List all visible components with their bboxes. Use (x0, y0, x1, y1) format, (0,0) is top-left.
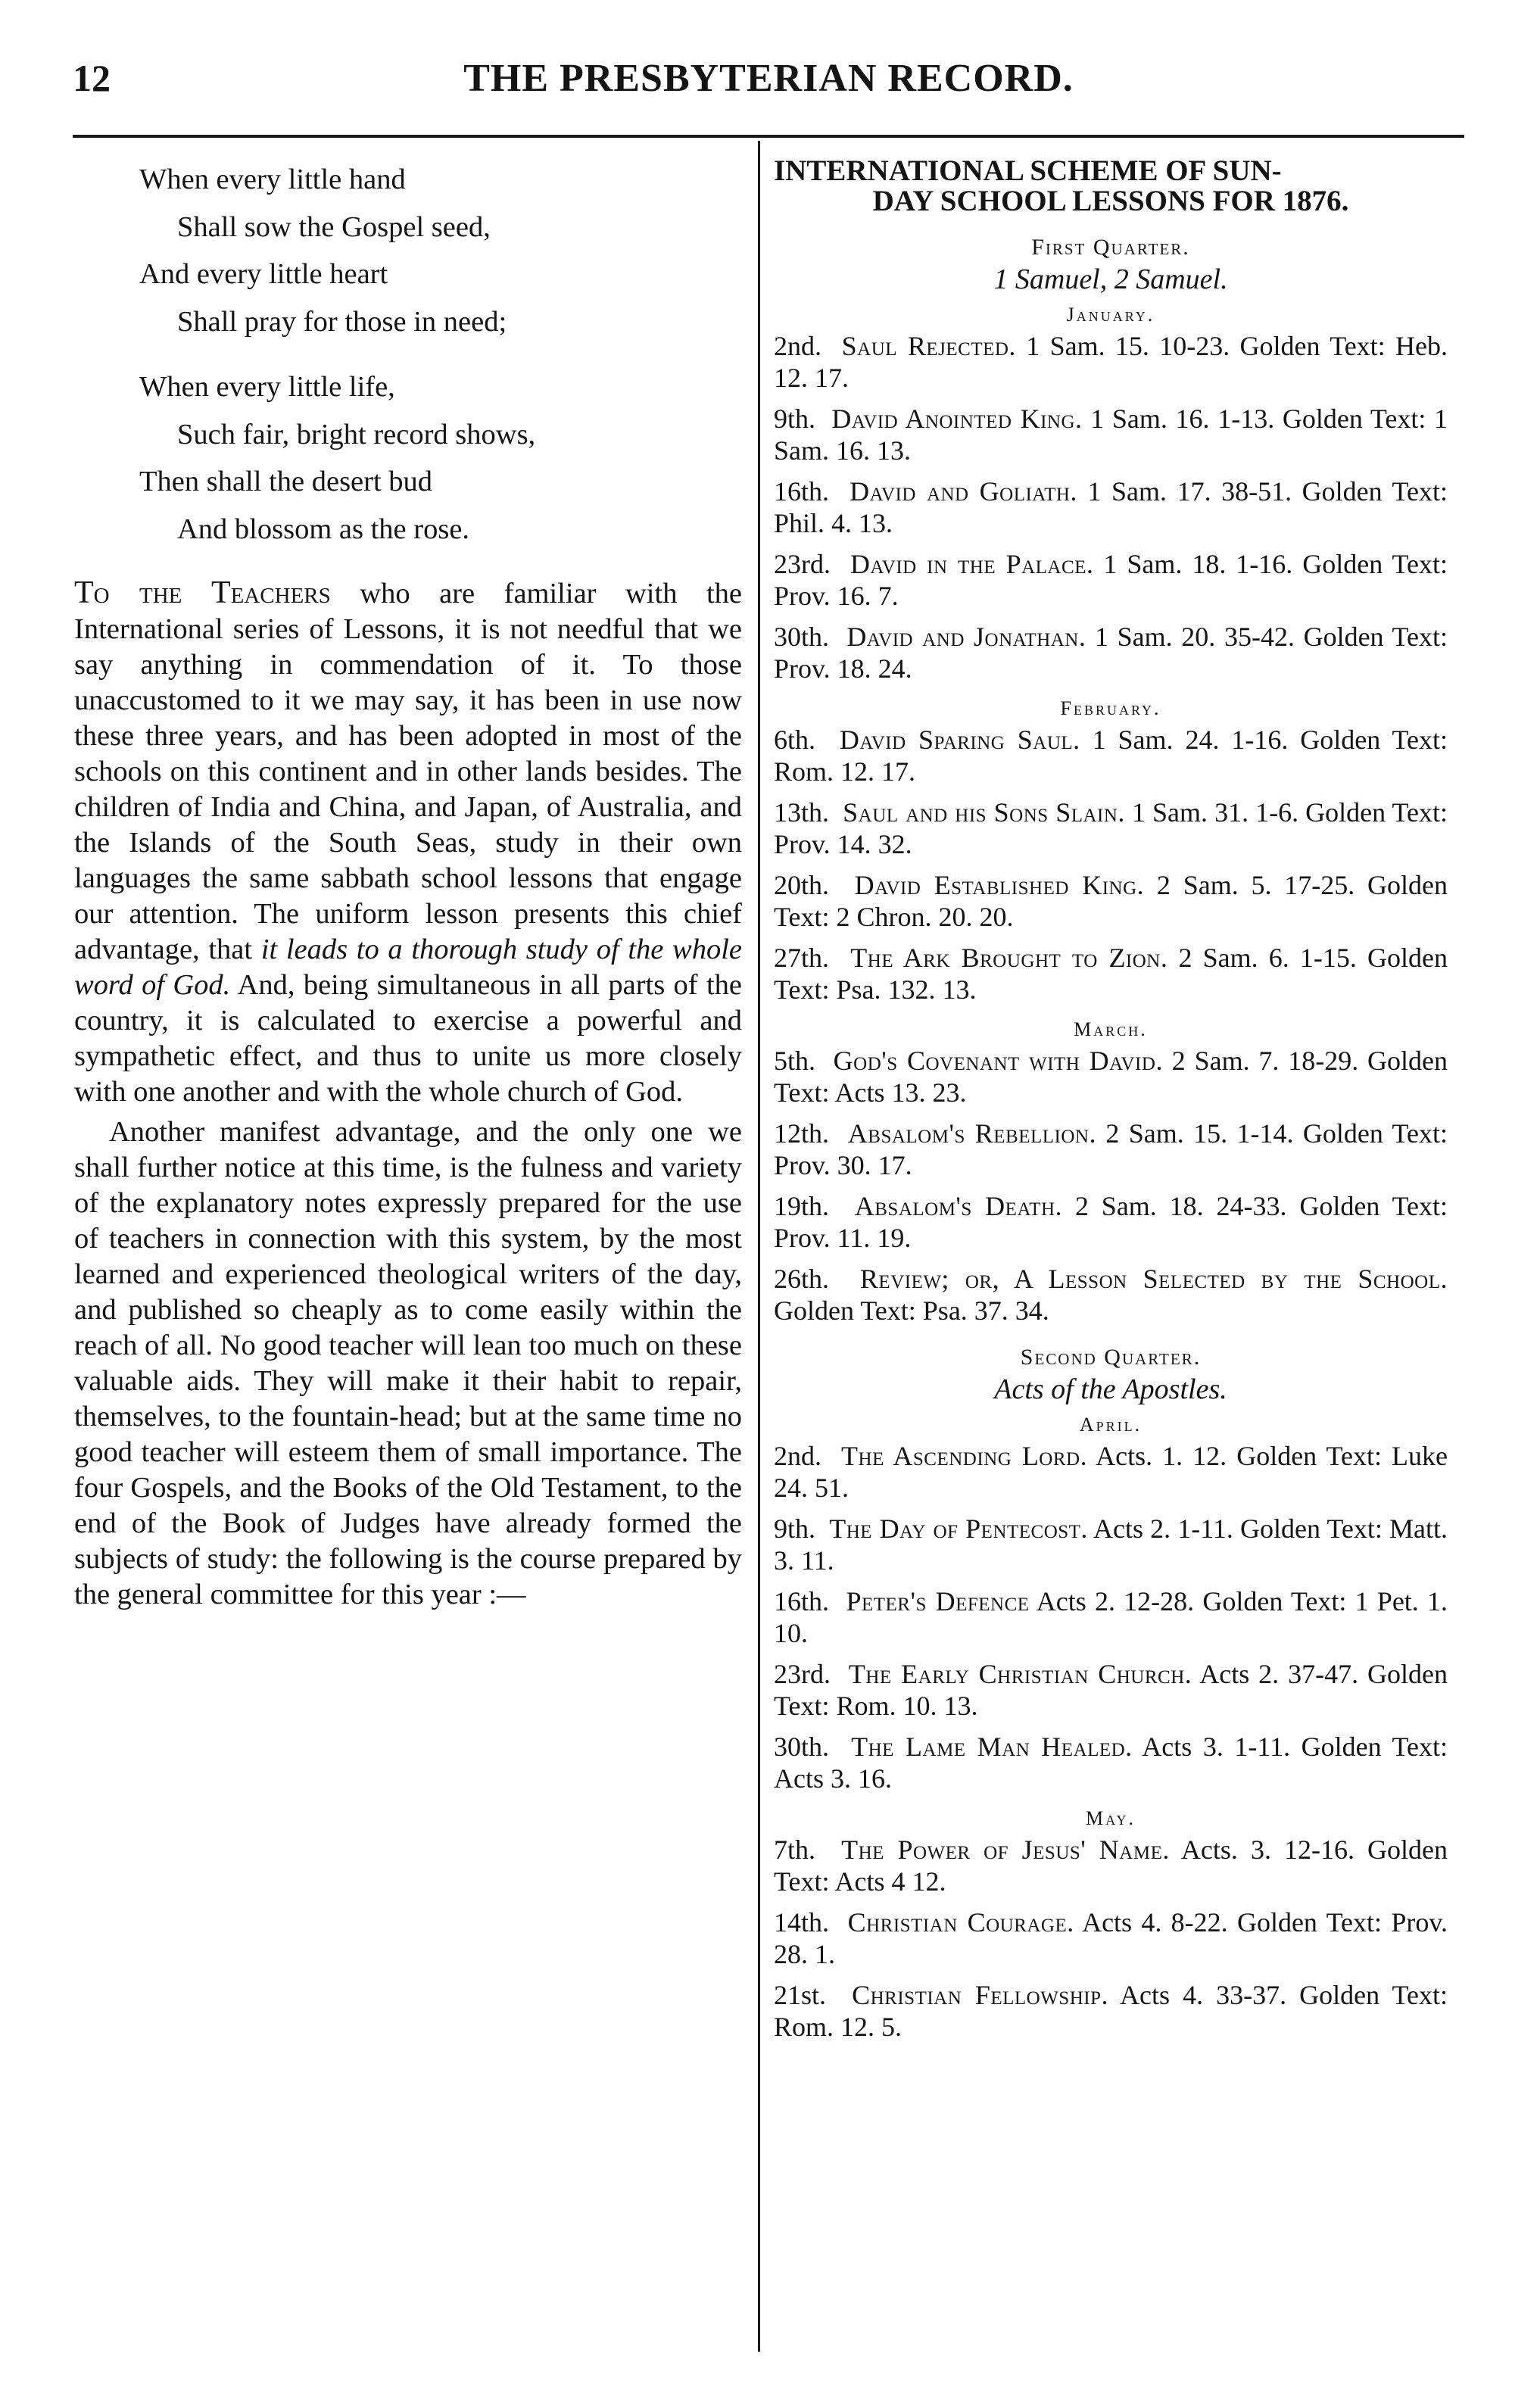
article-text: who are familiar with the International series of Lessons, it is not needful that we say anything in commendation of it. To those unaccustomed to it we may say, it has been in use now these three years, and has been adopted in most of the schools on this continent and in other lands besides. The children of India and China, and Japan, of Australia, and the Islands of the South Seas, study in their own languages the same sabbath school lessons that engage our attention. The uniform lesson presents this chief advantage, that (74, 578, 742, 965)
lesson-title: Saul and his Sons Slain. (843, 797, 1125, 828)
lesson-reference: Acts 4. 8-22. Golden Text: Prov. 28. 1. (774, 1907, 1448, 1969)
lesson-reference: 1 Sam. 24. 1-16. Golden Text: Rom. 12. 17. (774, 725, 1448, 787)
lesson-date: 19th. (774, 1191, 830, 1221)
lesson-title: David Anointed King. (831, 404, 1083, 434)
month-heading: April. (1079, 1414, 1143, 1436)
column-divider (758, 141, 760, 2352)
lesson-title: Review; or, A Lesson Selected by the School. (859, 1264, 1448, 1294)
lesson-title: David Established King. (854, 870, 1145, 900)
lesson-title: The Day of Pentecost. (829, 1513, 1088, 1544)
lesson-entry (774, 1440, 1448, 1504)
scheme-title (774, 156, 1448, 217)
month-heading: May. (1086, 1807, 1136, 1829)
scheme-title-line: DAY SCHOOL LESSONS FOR 1876. (872, 185, 1349, 217)
lesson-reference: Acts. 3. 12-16. Golden Text: Acts 4 12. (774, 1835, 1448, 1897)
poem-line: When every little life, (139, 371, 395, 403)
lesson-date: 26th. (774, 1264, 830, 1294)
lesson-title: Christian Courage. (847, 1907, 1074, 1937)
lesson-date: 16th. (774, 476, 830, 507)
lesson-entry (774, 330, 1448, 394)
lesson-date: 14th. (774, 1907, 830, 1937)
lesson-entry (774, 1658, 1448, 1722)
lesson-reference: 2 Sam. 15. 1-14. Golden Text: Prov. 30. 17. (774, 1118, 1448, 1180)
lesson-entry (774, 1979, 1448, 2043)
lesson-entry (774, 1513, 1448, 1576)
lesson-entry (774, 1906, 1448, 1970)
right-column (774, 156, 1448, 2052)
lesson-date: 12th. (774, 1118, 830, 1149)
lesson-reference: 1 Sam. 17. 38-51. Golden Text: Phil. 4. 13. (774, 476, 1448, 538)
quarter-heading: Second Quarter. (1020, 1345, 1202, 1370)
lesson-date: 30th. (774, 1732, 830, 1762)
stanza-gap (139, 345, 742, 363)
quarter-books: 1 Samuel, 2 Samuel. (993, 263, 1228, 295)
lesson-date: 16th. (774, 1586, 830, 1616)
lesson-reference: 1 Sam. 16. 1-13. Golden Text: 1 Sam. 16. 13. (774, 404, 1448, 466)
lesson-reference: Acts. 1. 12. Golden Text: Luke 24. 51. (774, 1441, 1448, 1503)
lesson-entry (774, 1731, 1448, 1794)
poem-line: And every little heart (139, 258, 388, 290)
lesson-reference: 2 Sam. 18. 24-33. Golden Text: Prov. 11. 19. (774, 1191, 1448, 1253)
scheme-title-line: INTERNATIONAL SCHEME OF SUN- (774, 154, 1282, 187)
lesson-schedule (774, 233, 1448, 2043)
page-header (73, 56, 1464, 117)
lesson-date: 23rd. (774, 1659, 831, 1689)
lesson-entry (774, 724, 1448, 787)
lesson-title: David and Goliath. (849, 476, 1077, 507)
lesson-date: 13th. (774, 797, 830, 828)
lesson-title: The Early Christian Church. (848, 1659, 1192, 1689)
poem-line: Shall pray for those in need; (177, 305, 507, 338)
quarter-heading: First Quarter. (1031, 235, 1190, 260)
lesson-title: Absalom's Rebellion. (847, 1118, 1096, 1149)
lesson-title: The Ascending Lord. (841, 1441, 1088, 1471)
journal-title: THE PRESBYTERIAN RECORD. (463, 57, 1074, 100)
lesson-date: 2nd. (774, 331, 821, 361)
lesson-reference: Acts 2. 12-28. Golden Text: 1 Pet. 1. 10. (774, 1586, 1448, 1648)
poem (139, 156, 742, 553)
lesson-date: 27th. (774, 943, 830, 973)
quarter-books: Acts of the Apostles. (994, 1373, 1227, 1405)
lesson-entry (774, 621, 1448, 684)
lesson-date: 23rd. (774, 549, 831, 579)
lesson-date: 7th. (774, 1835, 816, 1865)
poem-line: When every little hand (139, 164, 406, 195)
lesson-title: Absalom's Death. (854, 1191, 1063, 1221)
month-heading: February. (1060, 697, 1161, 719)
lesson-entry (774, 1585, 1448, 1649)
lesson-date: 30th. (774, 622, 830, 652)
lesson-entry (774, 1834, 1448, 1897)
lesson-title: David Sparing Saul. (839, 725, 1080, 755)
lesson-title: God's Covenant with David. (833, 1046, 1163, 1076)
left-column (74, 156, 742, 1613)
lesson-entry (774, 475, 1448, 539)
lesson-date: 21st. (774, 1980, 827, 2010)
lesson-entry (774, 942, 1448, 1005)
lesson-date: 6th. (774, 725, 816, 755)
lesson-reference: Acts 3. 1-11. Golden Text: Acts 3. 16. (774, 1732, 1448, 1794)
lesson-entry (774, 548, 1448, 612)
lesson-date: 9th. (774, 404, 816, 434)
lesson-entry (774, 403, 1448, 466)
lesson-title: David in the Palace. (849, 549, 1094, 579)
poem-line: Then shall the desert bud (139, 466, 433, 497)
lesson-date: 5th. (774, 1046, 816, 1076)
poem-line: Such fair, bright record shows, (177, 418, 536, 450)
lesson-entry (774, 1263, 1448, 1326)
lesson-reference: 1 Sam. 15. 10-23. Golden Text: Heb. 12. 17. (774, 331, 1448, 393)
month-heading: March. (1074, 1018, 1148, 1040)
article-lead-words: To the Teachers (74, 575, 331, 610)
lesson-reference: 2 Sam. 6. 1-15. Golden Text: Psa. 132. 13. (774, 943, 1448, 1005)
lesson-reference: 1 Sam. 20. 35-42. Golden Text: Prov. 18. 24. (774, 622, 1448, 684)
lesson-date: 20th. (774, 870, 830, 900)
month-heading: January. (1066, 304, 1155, 326)
header-rule (73, 135, 1464, 138)
article-paragraph: Another manifest advantage, and the only one we shall further notice at this time, is the fulness and variety of the explanatory notes expressly prepared for the use of teachers in connection with this system, by the most learned and experienced theological writers of the day, and published so cheaply as to come easily within the reach of all. No good teacher will lean too much on these valuable aids. They will make it their habit to repair, themselves, to the fountain-head; but at the same time no good teacher will esteem them of small importance. The four Gospels, and the Books of the Old Testament, to the end of the Book of Judges have already formed the subjects of study: the following is the course prepared by the general committee for this year :— (74, 1116, 742, 1610)
poem-line: And blossom as the rose. (177, 513, 470, 545)
article-text: And, being simultaneous in all parts of the country, it is calculated to exercise a powerful and sympathetic effect, and thus to unite us more closely with one another and with the whole church of God. (74, 969, 743, 1108)
lesson-reference: Golden Text: Psa. 37. 34. (774, 1295, 1049, 1326)
lesson-title: David and Jonathan. (846, 622, 1086, 652)
lesson-reference: 2 Sam. 5. 17-25. Golden Text: 2 Chron. 20. 20. (774, 870, 1448, 932)
poem-line: Shall sow the Gospel seed, (177, 210, 491, 243)
lesson-entry (774, 1045, 1448, 1108)
article-paragraph (74, 575, 742, 1110)
lesson-entry (774, 869, 1448, 933)
lesson-title: Saul Rejected. (841, 331, 1016, 361)
lesson-entry (774, 1190, 1448, 1254)
lesson-reference: 1 Sam. 18. 1-16. Golden Text: Prov. 16. 7. (774, 549, 1448, 611)
lesson-reference: Acts 2. 1-11. Golden Text: Matt. 3. 11. (774, 1513, 1448, 1576)
lesson-title: The Power of Jesus' Name. (841, 1835, 1170, 1865)
lesson-title: The Lame Man Healed. (851, 1732, 1133, 1762)
lesson-reference: Acts 2. 37-47. Golden Text: Rom. 10. 13. (774, 1659, 1448, 1721)
lesson-title: Peter's Defence (846, 1586, 1030, 1616)
article-emphasis: it leads to a thorough study of the whole word of God. (74, 934, 742, 1001)
lesson-reference: 2 Sam. 7. 18-29. Golden Text: Acts 13. 23. (774, 1046, 1448, 1108)
lesson-title: Christian Fellowship. (852, 1980, 1108, 2010)
lesson-date: 2nd. (774, 1441, 821, 1471)
lesson-reference: 1 Sam. 31. 1-6. Golden Text: Prov. 14. 32. (774, 797, 1448, 859)
lesson-entry (774, 1118, 1448, 1181)
lesson-reference: Acts 4. 33-37. Golden Text: Rom. 12. 5. (774, 1980, 1448, 2042)
page-number: 12 (73, 57, 111, 99)
lesson-title: The Ark Brought to Zion. (850, 943, 1168, 973)
lesson-date: 9th. (774, 1513, 816, 1544)
lesson-entry (774, 796, 1448, 860)
